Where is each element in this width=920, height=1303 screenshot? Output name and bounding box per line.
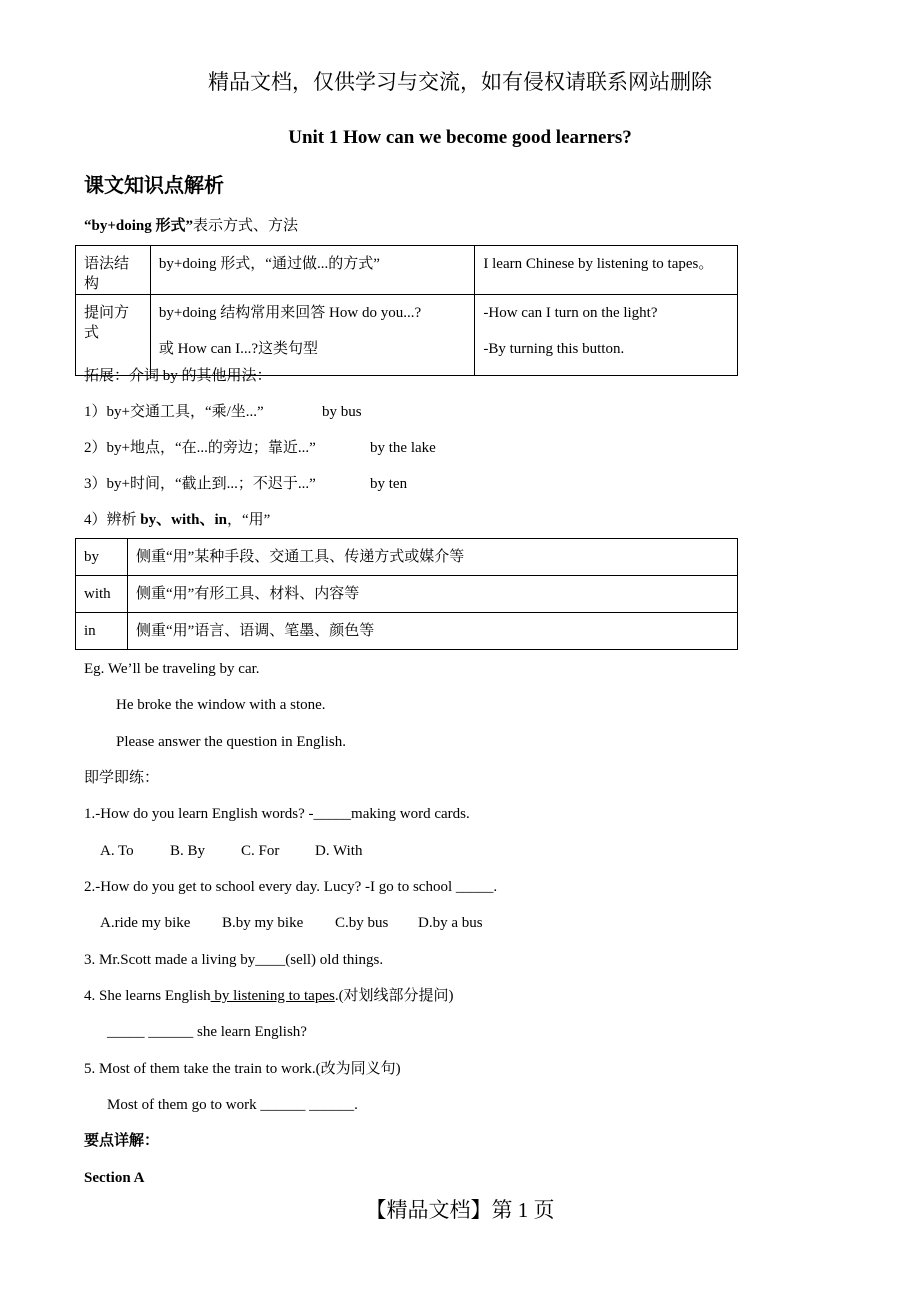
q2-option: D.by a bus <box>418 915 483 931</box>
by-doing-heading-rest: 表示方式、方法 <box>193 218 299 234</box>
page-footer: 【精品文档】第 1 页 <box>365 1198 555 1222</box>
question-3: 3. Mr.Scott made a living by____(sell) old things. <box>84 952 384 968</box>
example-sentence: Eg. We’ll be traveling by car. <box>84 661 260 677</box>
by-doing-heading-bold: “by+doing 形式” <box>84 218 193 234</box>
desc-line: 或 How can I...?这类句型 <box>158 341 319 357</box>
table-row <box>76 613 738 650</box>
table-row <box>76 539 738 576</box>
item4-bold: by、with、in <box>140 512 227 528</box>
q4-underlined: by listening to tapes <box>210 988 335 1004</box>
by-doing-heading <box>84 216 298 236</box>
example-sentence: He broke the window with a stone. <box>116 697 326 713</box>
page-header-watermark: 精品文档，仅供学习与交流，如有侵权请联系网站删除 <box>208 70 712 94</box>
q4-post: .(对划线部分提问) <box>334 988 454 1004</box>
section-heading: 课文知识点解析 <box>84 175 224 197</box>
table-cell-word: with <box>76 576 128 613</box>
q1-option: A. To <box>100 843 134 859</box>
expansion-example: by bus <box>322 404 362 420</box>
compare-table <box>75 538 738 650</box>
table-cell-label: 提问方式 <box>76 295 151 376</box>
expansion-intro: 拓展：介词 by 的其他用法： <box>84 368 272 384</box>
question-4 <box>84 986 454 1006</box>
q5-answer: Most of them go to work ______ ______. <box>107 1097 358 1113</box>
table-row <box>76 295 738 376</box>
expansion-item: 2）by+地点，“在...的旁边；靠近...” <box>84 440 316 456</box>
practice-label: 即学即练： <box>84 770 160 786</box>
table-cell-meaning: 侧重“用”某种手段、交通工具、传递方式或媒介等 <box>127 539 737 576</box>
page-title: Unit 1 How can we become good learners? <box>288 127 632 148</box>
desc-line: by+doing 结构常用来回答 How do you...? <box>158 305 422 321</box>
q1-option: D. With <box>315 843 363 859</box>
section-a-heading: Section A <box>84 1170 145 1186</box>
question-5: 5. Most of them take the train to work.(改为同义句) <box>84 1061 401 1077</box>
item4-prefix: 4）辨析 <box>84 512 141 528</box>
table-cell-meaning: 侧重“用”语言、语调、笔墨、颜色等 <box>127 613 737 650</box>
example-line: -How can I turn on the light? <box>483 305 658 321</box>
q4-pre: 4. She learns English <box>84 988 211 1004</box>
q2-option: C.by bus <box>335 915 389 931</box>
example-line: -By turning this button. <box>483 341 625 357</box>
expansion-item: 3）by+时间，“截止到...；不迟于...” <box>84 476 316 492</box>
table-cell-word: by <box>76 539 128 576</box>
table-cell-label: 语法结构 <box>76 246 151 295</box>
item4-suffix: ，“用” <box>226 512 271 528</box>
q1-option: C. For <box>241 843 280 859</box>
table-cell-desc <box>150 295 474 376</box>
expansion-example: by ten <box>370 476 408 492</box>
table-row <box>76 246 738 295</box>
by-doing-table <box>75 245 738 376</box>
table-cell-example: I learn Chinese by listening to tapes。 <box>475 246 738 295</box>
table-cell-word: in <box>76 613 128 650</box>
table-cell-desc: by+doing 形式，“通过做...的方式” <box>150 246 474 295</box>
table-cell-meaning: 侧重“用”有形工具、材料、内容等 <box>127 576 737 613</box>
expansion-item-4 <box>84 510 270 530</box>
q4-answer: _____ ______ she learn English? <box>107 1024 307 1040</box>
question-2: 2.-How do you get to school every day. Lucy? -I go to school _____. <box>84 879 498 895</box>
q1-option: B. By <box>170 843 206 859</box>
q2-option: A.ride my bike <box>100 915 191 931</box>
expansion-example: by the lake <box>370 440 436 456</box>
table-row <box>76 576 738 613</box>
example-sentence: Please answer the question in English. <box>116 734 346 750</box>
q2-option: B.by my bike <box>222 915 304 931</box>
table-cell-example <box>475 295 738 376</box>
expansion-item: 1）by+交通工具，“乘/坐...” <box>84 404 264 420</box>
key-points-heading: 要点详解： <box>84 1133 160 1149</box>
question-1: 1.-How do you learn English words? -_____making word cards. <box>84 806 470 822</box>
